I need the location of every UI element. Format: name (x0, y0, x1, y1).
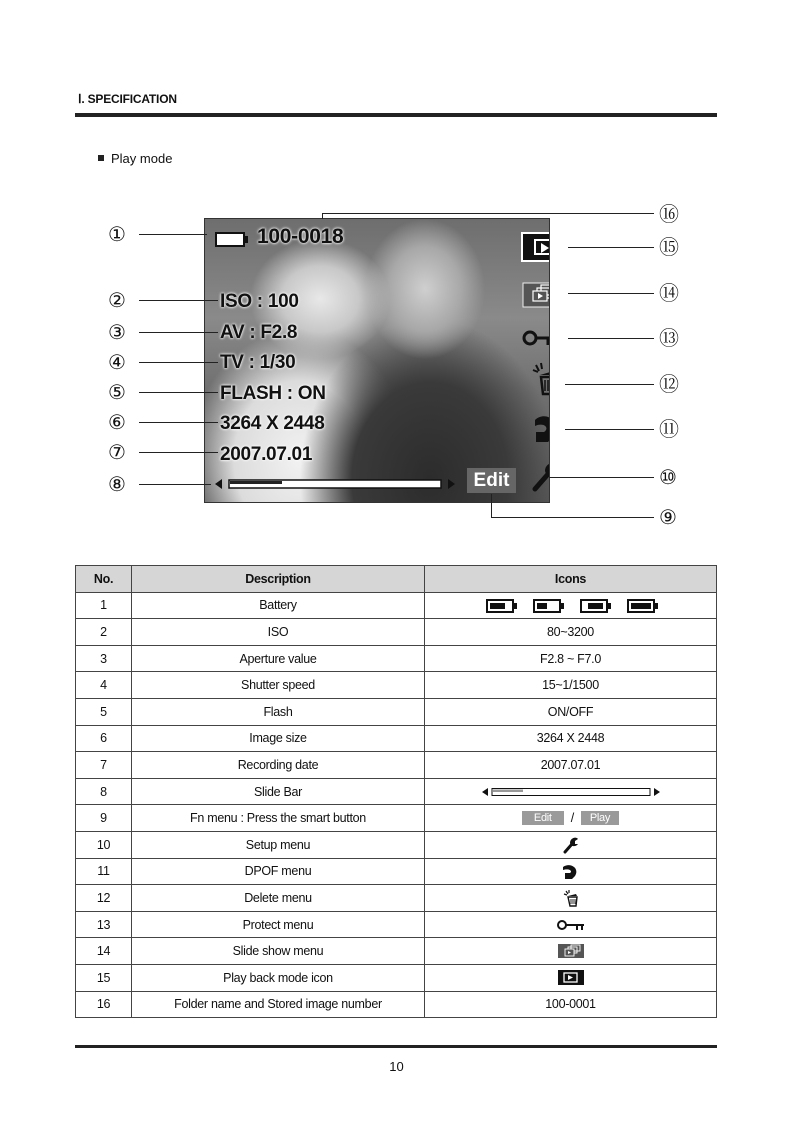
table-row (76, 858, 717, 885)
callout-2: ② (108, 288, 126, 312)
table-row (76, 885, 717, 912)
row-number: 4 (76, 672, 132, 699)
table-row (76, 619, 717, 646)
date-readout: 2007.07.01 (220, 444, 313, 465)
row-description: DPOF menu (132, 858, 425, 885)
row-description: Delete menu (132, 885, 425, 912)
leader-line (491, 517, 654, 518)
slide-show-icon (521, 277, 550, 311)
row-description: Aperture value (132, 645, 425, 672)
table-row (76, 964, 717, 991)
play-mode-icon (521, 232, 550, 262)
leader-line (568, 338, 654, 339)
table-row (76, 645, 717, 672)
table-row (76, 938, 717, 965)
dpof-icon-cell (425, 858, 717, 885)
iso-readout: ISO : 100 (220, 291, 299, 312)
row-description: Folder name and Stored image number (132, 991, 425, 1018)
section-header: Ⅰ. SPECIFICATION (78, 92, 177, 106)
table-row (76, 672, 717, 699)
leader-line (139, 392, 218, 393)
table-row (76, 778, 717, 805)
leader-line (139, 484, 211, 485)
battery-level (631, 603, 651, 609)
callout-11: ⑪ (659, 417, 679, 441)
row-description: Protect menu (132, 911, 425, 938)
flash-readout: FLASH : ON (220, 383, 326, 404)
setup-icon-cell (425, 831, 717, 858)
table-header-row (76, 566, 717, 593)
playback-icon-cell (425, 964, 717, 991)
row-description: Setup menu (132, 831, 425, 858)
delete-icon-cell (425, 885, 717, 912)
dpof-icon (532, 412, 550, 444)
slide-bar-icon (482, 787, 660, 797)
delete-icon (563, 889, 579, 907)
table-row (76, 698, 717, 725)
subsection-label: Play mode (111, 151, 173, 166)
leader-line (139, 332, 218, 333)
row-icon-value: 80~3200 (425, 619, 717, 646)
leader-line (549, 477, 654, 478)
row-number: 2 (76, 619, 132, 646)
row-description: Slide Bar (132, 778, 425, 805)
protect-key-icon (521, 327, 550, 349)
row-number: 12 (76, 885, 132, 912)
slide-bar (215, 478, 455, 490)
fn-buttons-cell (425, 805, 717, 832)
leader-line (139, 422, 218, 423)
row-description: Battery (132, 592, 425, 619)
top-rule (75, 113, 717, 117)
setup-wrench-icon (563, 836, 579, 854)
leader-line (139, 452, 218, 453)
protect-icon-cell (425, 911, 717, 938)
row-number: 9 (76, 805, 132, 832)
row-icon-value: 2007.07.01 (425, 752, 717, 779)
table-row (76, 752, 717, 779)
page-number: 10 (389, 1059, 404, 1074)
setup-wrench-icon (531, 459, 550, 493)
battery-icon (533, 599, 561, 613)
row-description: Slide show menu (132, 938, 425, 965)
callout-4: ④ (108, 350, 126, 374)
play-mode-table (75, 565, 717, 1018)
callout-9: ⑨ (659, 505, 677, 529)
callout-10: ⑩ (659, 465, 677, 489)
table-row (76, 805, 717, 832)
callout-16: ⑯ (659, 202, 679, 226)
leader-line (322, 213, 654, 214)
callout-1: ① (108, 222, 126, 246)
slide-bar-cell (425, 778, 717, 805)
bullet-icon (98, 155, 104, 161)
battery-icon (215, 232, 245, 247)
row-description: Fn menu : Press the smart button (132, 805, 425, 832)
row-icon-value: F2.8 ~ F7.0 (425, 645, 717, 672)
leader-line (565, 384, 654, 385)
leader-line (491, 494, 492, 518)
battery-icon (627, 599, 655, 613)
col-description-header: Description (132, 566, 425, 593)
edit-button-icon: Edit (522, 811, 564, 825)
delete-icon (530, 361, 550, 397)
callout-14: ⑭ (659, 281, 679, 305)
table-row (76, 991, 717, 1018)
table-row (76, 911, 717, 938)
col-icons-header: Icons (425, 566, 717, 593)
leader-line (139, 300, 218, 301)
callout-15: ⑮ (659, 235, 679, 259)
battery-level (537, 603, 547, 609)
row-description: Play back mode icon (132, 964, 425, 991)
folder-number: 100-0018 (257, 225, 344, 248)
dpof-icon (562, 863, 580, 880)
row-description: ISO (132, 619, 425, 646)
battery-icon (486, 599, 514, 613)
row-icon-value: ON/OFF (425, 698, 717, 725)
row-icon-value: 100-0001 (425, 991, 717, 1018)
row-number: 8 (76, 778, 132, 805)
callout-12: ⑫ (659, 372, 679, 396)
slideshow-icon-cell (425, 938, 717, 965)
separator: / (570, 810, 574, 825)
callout-6: ⑥ (108, 410, 126, 434)
camera-lcd-screen (204, 218, 550, 503)
row-number: 11 (76, 858, 132, 885)
row-number: 10 (76, 831, 132, 858)
row-number: 1 (76, 592, 132, 619)
row-icon-value: 3264 X 2448 (425, 725, 717, 752)
leader-line (568, 247, 654, 248)
row-number: 14 (76, 938, 132, 965)
battery-icon (580, 599, 608, 613)
leader-line (568, 293, 654, 294)
row-number: 3 (76, 645, 132, 672)
row-description: Flash (132, 698, 425, 725)
row-number: 13 (76, 911, 132, 938)
callout-13: ⑬ (659, 326, 679, 350)
row-number: 15 (76, 964, 132, 991)
edit-button: Edit (467, 468, 516, 493)
battery-level (588, 603, 603, 609)
bottom-rule (75, 1045, 717, 1048)
play-mode-icon (558, 970, 584, 985)
col-no-header: No. (76, 566, 132, 593)
tv-readout: TV : 1/30 (220, 352, 296, 373)
protect-key-icon (556, 919, 586, 931)
row-number: 5 (76, 698, 132, 725)
callout-8: ⑧ (108, 472, 126, 496)
table-row (76, 831, 717, 858)
table-row (76, 592, 717, 619)
leader-line (139, 362, 218, 363)
row-icon-value: 15~1/1500 (425, 672, 717, 699)
play-button-icon: Play (581, 811, 619, 825)
table-row (76, 725, 717, 752)
row-description: Recording date (132, 752, 425, 779)
size-readout: 3264 X 2448 (220, 413, 325, 434)
row-number: 16 (76, 991, 132, 1018)
row-number: 7 (76, 752, 132, 779)
slide-show-icon (557, 943, 585, 959)
row-description: Image size (132, 725, 425, 752)
battery-icons-cell (425, 592, 717, 619)
av-readout: AV : F2.8 (220, 322, 298, 343)
leader-line (322, 213, 323, 219)
callout-5: ⑤ (108, 380, 126, 404)
leader-line (565, 429, 654, 430)
subsection-title (98, 151, 172, 166)
row-description: Shutter speed (132, 672, 425, 699)
callout-3: ③ (108, 320, 126, 344)
battery-level (490, 603, 505, 609)
leader-line (139, 234, 207, 235)
row-number: 6 (76, 725, 132, 752)
callout-7: ⑦ (108, 440, 126, 464)
